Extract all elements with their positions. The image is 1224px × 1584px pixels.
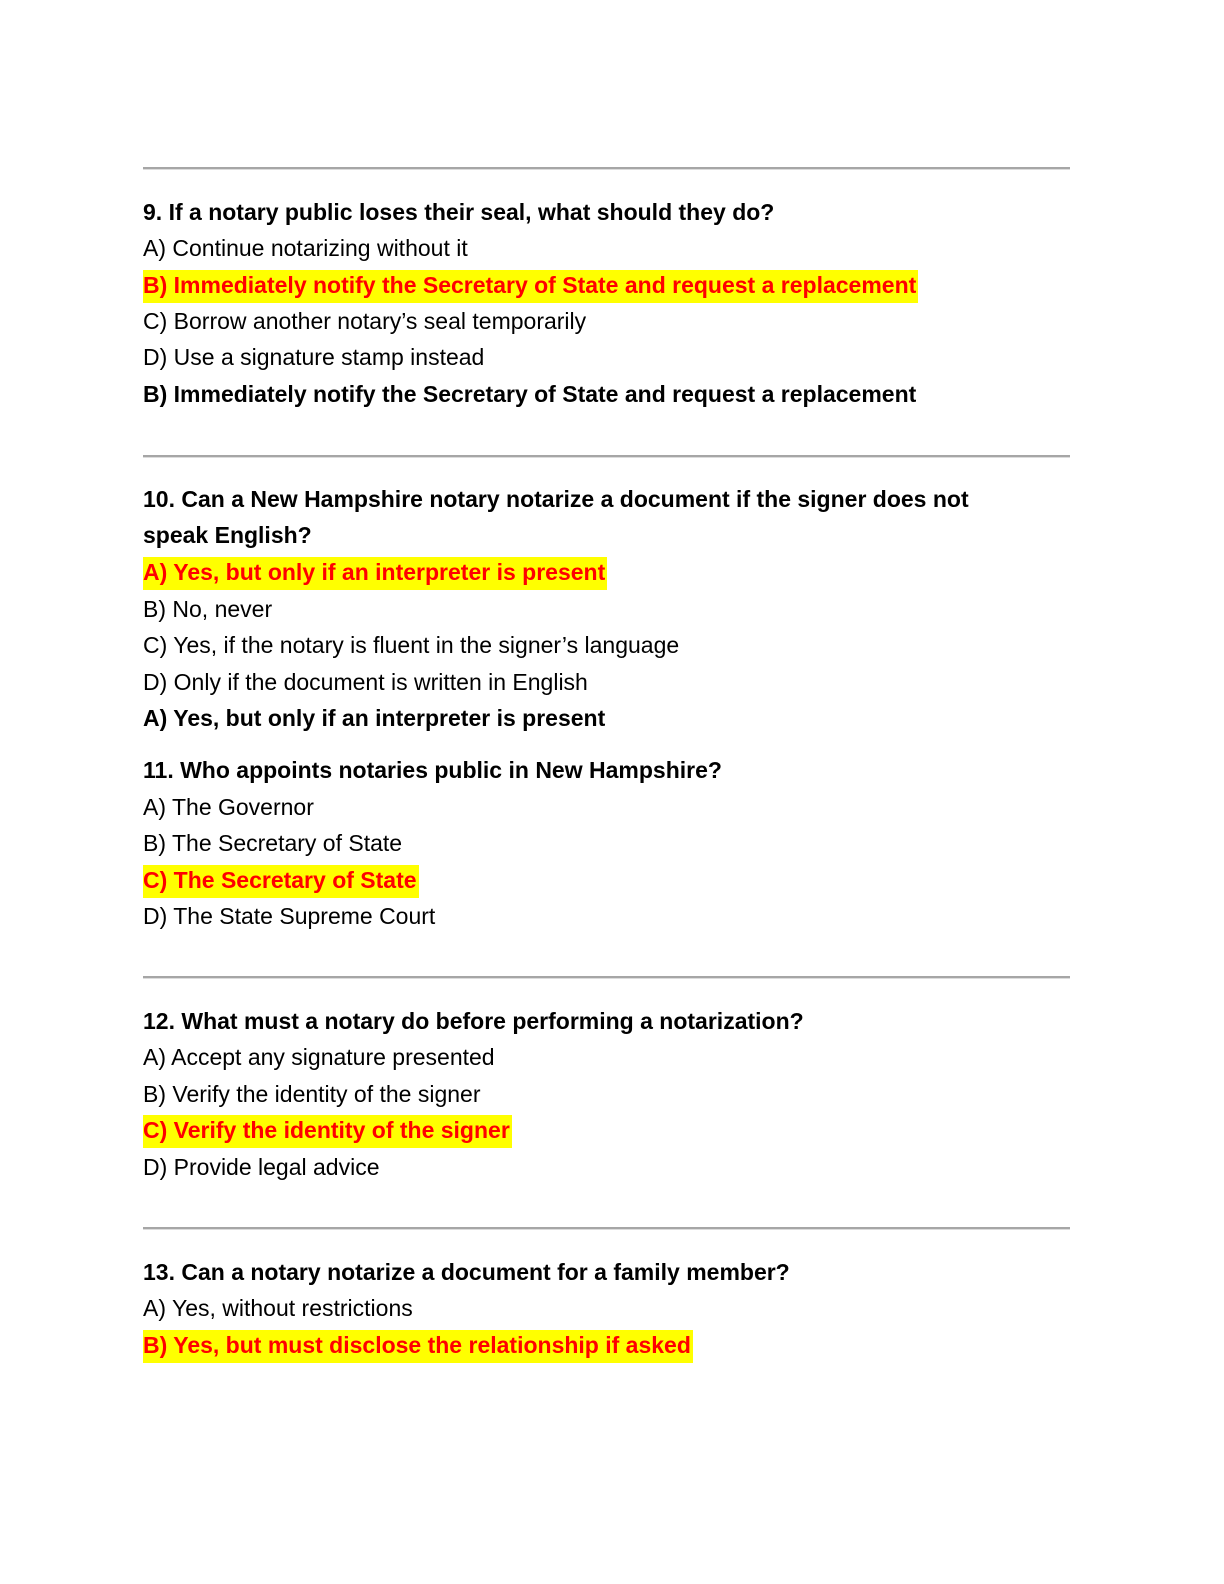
section-divider [143, 1227, 1070, 1230]
question-11-option-b: B) The Secretary of State [143, 830, 403, 856]
question-12-option-b: B) Verify the identity of the signer [143, 1081, 481, 1107]
section-divider [143, 167, 1070, 170]
question-11-text: 11. Who appoints notaries public in New Hampshire? [143, 757, 722, 783]
section-divider [143, 976, 1070, 979]
question-13-option-a: A) Yes, without restrictions [143, 1295, 413, 1321]
question-9-answer: B) Immediately notify the Secretary of State and request a replacement [143, 381, 917, 407]
question-11-option-a: A) The Governor [143, 794, 314, 820]
question-9-option-a: A) Continue notarizing without it [143, 235, 468, 261]
question-10-option-d: D) Only if the document is written in English [143, 669, 588, 695]
question-10-text-line-2: speak English? [143, 522, 312, 548]
question-10-option-b: B) No, never [143, 596, 273, 622]
question-10-text-line-1: 10. Can a New Hampshire notary notarize a document if the signer does not [143, 486, 969, 512]
question-9-highlighted-answer: B) Immediately notify the Secretary of State and request a replacement [143, 270, 918, 303]
question-12-option-a: A) Accept any signature presented [143, 1044, 495, 1070]
question-12-highlighted-answer: C) Verify the identity of the signer [143, 1115, 512, 1148]
question-12-option-d: D) Provide legal advice [143, 1154, 380, 1180]
question-9-option-c: C) Borrow another notary’s seal temporarily [143, 308, 587, 334]
question-9-text: 9. If a notary public loses their seal, what should they do? [143, 199, 775, 225]
question-10-option-c: C) Yes, if the notary is fluent in the signer’s language [143, 632, 680, 658]
question-10-answer: A) Yes, but only if an interpreter is present [143, 705, 606, 731]
question-13-highlighted-answer: B) Yes, but must disclose the relationship if asked [143, 1330, 693, 1363]
question-11-option-d: D) The State Supreme Court [143, 903, 436, 929]
question-13-text: 13. Can a notary notarize a document for a family member? [143, 1259, 790, 1285]
question-9-option-d: D) Use a signature stamp instead [143, 344, 485, 370]
question-12-text: 12. What must a notary do before performing a notarization? [143, 1008, 804, 1034]
question-11-highlighted-answer: C) The Secretary of State [143, 865, 419, 898]
question-10-highlighted-answer: A) Yes, but only if an interpreter is present [143, 557, 607, 590]
section-divider [143, 455, 1070, 458]
